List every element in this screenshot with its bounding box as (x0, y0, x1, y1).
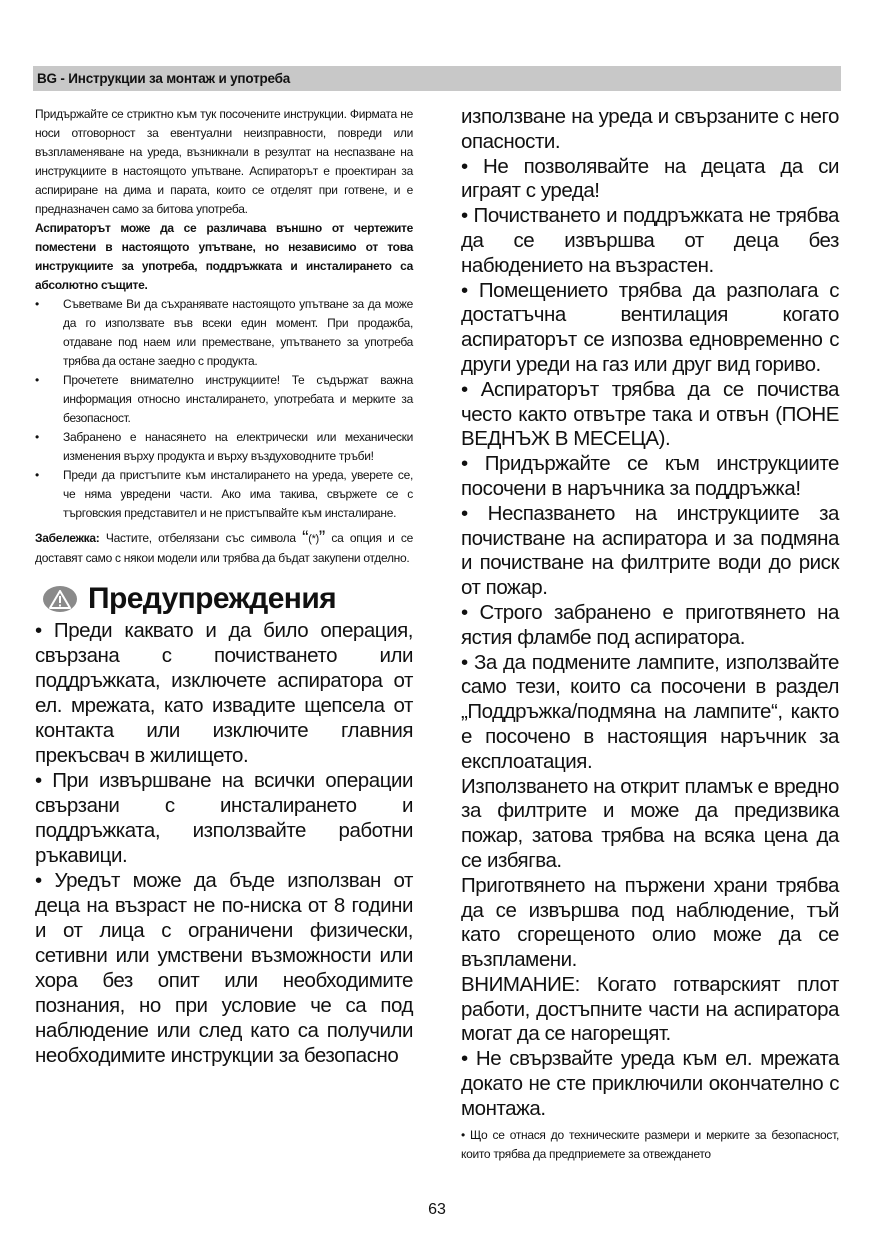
note-text: Частите, отбелязани със символа (105, 531, 296, 545)
note-text-after: са опция и се доставят само с някои модели или трябва да бъдат закупени отделно. (35, 531, 413, 565)
intro-paragraph: Придържайте се стриктно към тук посочените инструкции. Фирмата не носи отговорност за евентуални неизправности, повреди или възпламеняване на уреда, възникнали в резултат на неспазване на инструкциите в настоящото упътване. Аспираторът е проектиран за аспириране на дима и парата, които се отделят при готвене, и е предназначен само за битова употреба. (35, 107, 413, 216)
page-number: 63 (428, 1201, 446, 1218)
note-label: Забележка: (35, 531, 100, 545)
warning-paragraph: • Помещението трябва да разполага с достатъчна вентилация когато аспираторът се изпозва едновременно с други уреди на газ или друг вид гориво. (461, 278, 839, 376)
warning-paragraph: използване на уреда и свързаните с него опасности. (461, 105, 839, 153)
list-item: • Преди да пристъпите към инсталирането на уреда, уверете се, че няма увредени части. Ако има такива, свържете се с търговския представител и не пристъпвайте към инсталиране. (35, 466, 413, 523)
warning-paragraph: • Не позволявайте на децата да си играят с уреда! (461, 154, 839, 203)
intro-section (35, 105, 413, 568)
list-item: • Прочетете внимателно инструкциите! Те съдържат важна информация относно инсталирането, употребата и мерките за безопасност. (35, 371, 413, 428)
warning-paragraph: • Уредът може да бъде използван от деца на възраст не по-ниска от 8 години и от лица с ограничени физически, сетивни или умствени възможности или хора без опит или необходимите познания, но при условие че са под наблюдение или след като са получили необходимите инструкции за безопасно (35, 869, 413, 1067)
section-header: BG - Инструкции за монтаж и употреба (33, 66, 841, 91)
warning-paragraph: • Придържайте се към инструкциите посочени в наръчника за поддръжка! (461, 452, 839, 500)
warning-paragraph: Приготвянето на пържени храни трябва да се извършва под наблюдение, тъй като сгорещеното олио може да се възпламени. (461, 873, 839, 972)
warning-paragraph: • За да подмените лампите, използвайте само тези, които са посочени в раздел „Поддръжка/подмяна на лампите“, както е посочено в настоящия наръчник за експлоатация. (461, 650, 839, 773)
note-paragraph (35, 529, 413, 568)
warning-paragraph: • Неспазването на инструкциите за почистване на аспиратора и за подмяна и почистване на филтрите води до риск от пожар. (461, 501, 839, 600)
warning-paragraph: • При извършване на всички операции свързани с инсталирането и поддръжката, използвайте работни ръкавици. (35, 769, 413, 867)
warnings-list (35, 618, 413, 1068)
list-item: • Съветваме Ви да съхранявате настоящото упътване за да може да го използвате във всеки един момент. При продажба, отдаване под наем или преместване, упътването за употреба трябва да остане заедно с продукта. (35, 295, 413, 371)
intro-bold-paragraph: Аспираторът може да се различава външно от чертежите поместени в настоящото упътване, но независимо от това инструкциите за употреба, поддръжката и инсталирането са абсолютно същите. (35, 221, 413, 292)
right-column (461, 105, 839, 1164)
warning-paragraph: • Не свързвайте уреда към ел. мрежата докато не сте приключили окончателно с монтажа. (461, 1047, 839, 1120)
warning-paragraph: • Аспираторът трябва да се почиства често както отвътре така и отвън (ПОНЕ ВЕДНЪЖ В МЕСЕЦА). (461, 377, 839, 451)
warnings-continued (461, 105, 839, 1164)
note-symbol: (*) (308, 533, 319, 545)
warnings-heading (35, 580, 413, 618)
warning-paragraph: • Почистването и поддръжката не трябва да се извършва от деца без набюдението на възрастен. (461, 204, 839, 277)
warning-paragraph-small: • Що се отнася до техническите размери и мерките за безопасност, които трябва да предприемете за отвеждането (461, 1127, 839, 1161)
left-column (35, 105, 413, 1068)
warning-paragraph: • Преди каквато и да било операция, свързана с почистването или поддръжката, изключете аспиратора от ел. мрежата, като извадите щепсела от контакта или изключите главния прекъсвач в жилището. (35, 619, 413, 767)
warning-paragraph: Използването на открит пламък е вредно за филтрите и може да предизвика пожар, затова трябва на всяка цена да се избягва. (461, 774, 839, 872)
warnings-title: Предупреждения (88, 582, 337, 615)
note-quote-close: ” (318, 528, 325, 549)
intro-bullet-list (35, 295, 413, 523)
warning-paragraph: ВНИМАНИЕ: Когато готварският плот работи, достъпните части на аспиратора могат да се нагорещят. (461, 972, 839, 1046)
warning-icon (43, 586, 77, 612)
note-quote-open: “ (302, 528, 309, 549)
warning-paragraph: • Строго забранено е приготвянето на ястия фламбе под аспиратора. (461, 600, 839, 649)
list-item: • Забранено е нанасянето на електрически или механически изменения върху продукта и върху въздуховодните тръби! (35, 428, 413, 466)
